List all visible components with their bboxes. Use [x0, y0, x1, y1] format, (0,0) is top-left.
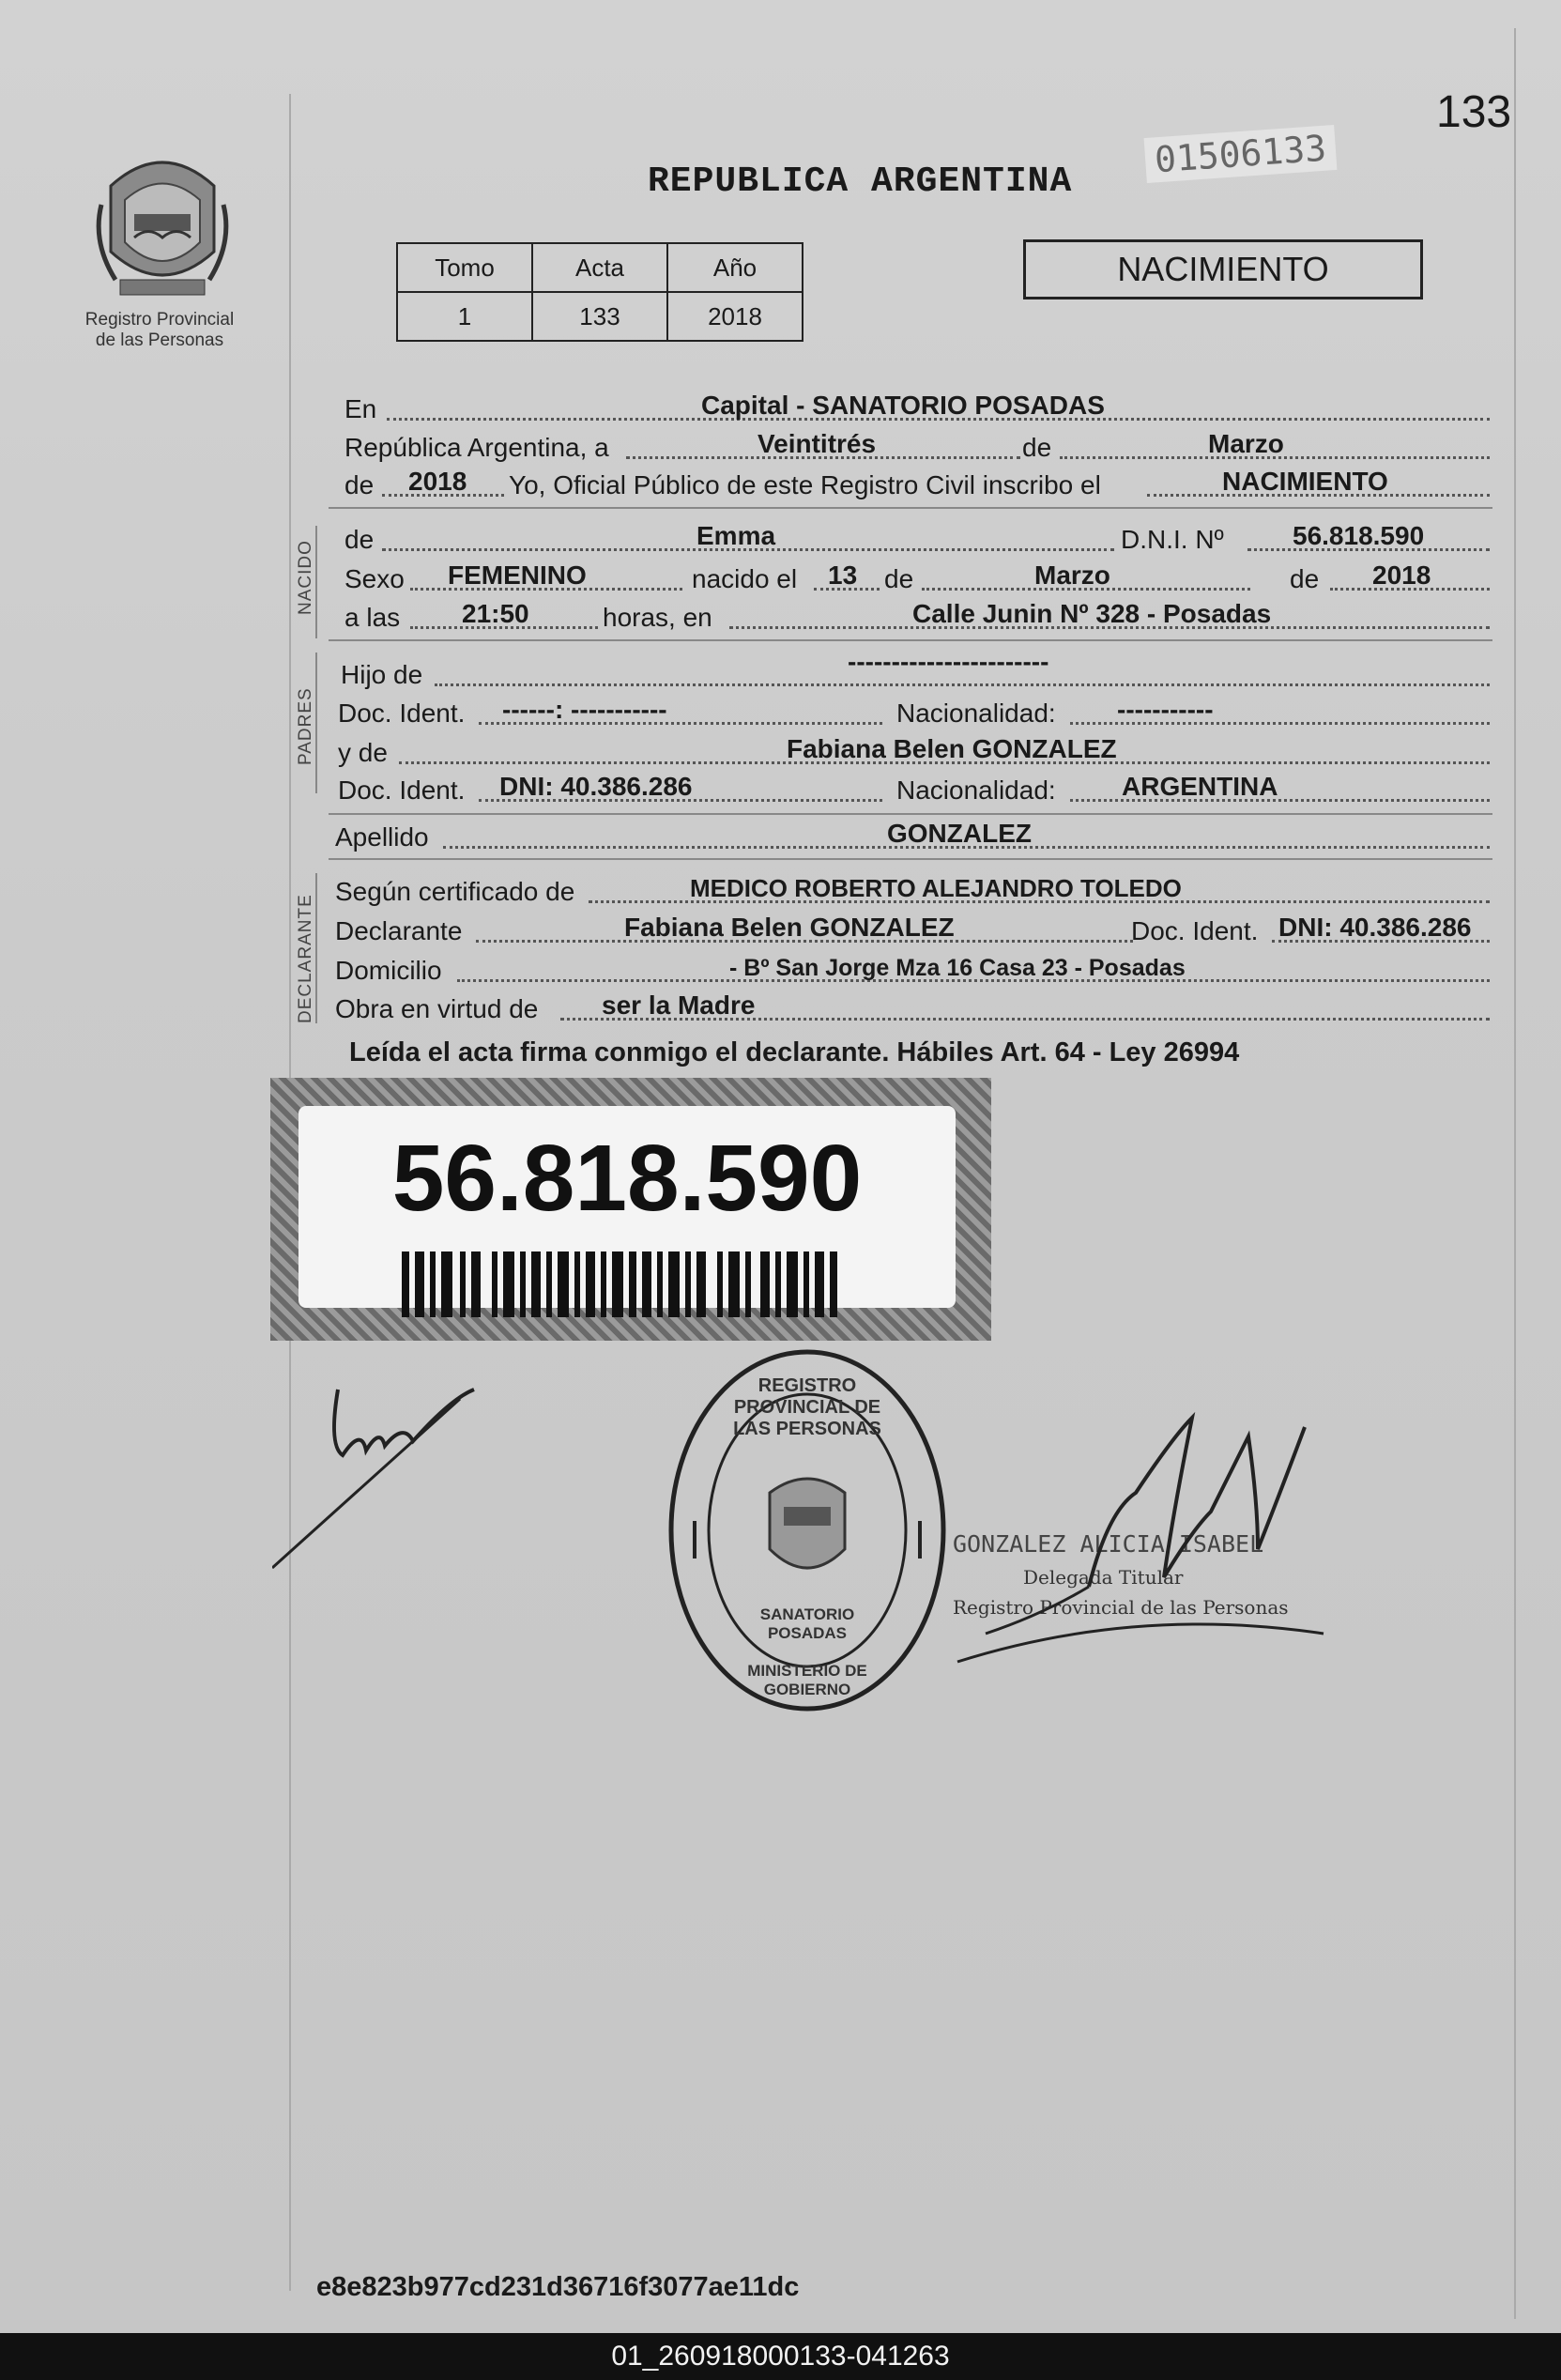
label-oficial: Yo, Oficial Público de este Registro Civil inscribo el — [509, 470, 1101, 499]
label-nacionalidad: Nacionalidad: — [896, 699, 1056, 728]
value-father: ----------------------- — [848, 647, 1049, 676]
label-declarante: Declarante — [335, 916, 463, 945]
office-line-2: de las Personas — [95, 330, 224, 350]
value-birth-month: Marzo — [1034, 560, 1110, 590]
label-de: de — [1022, 433, 1052, 462]
field-row-mother-doc — [338, 770, 1490, 807]
label-doc-ident-2: Doc. Ident. — [338, 775, 466, 805]
label-alas: a las — [344, 603, 401, 632]
province-coat-of-arms-icon — [92, 148, 233, 303]
label-de-month: de — [884, 564, 914, 593]
field-row-declarant — [335, 911, 1490, 948]
value-mother-nationality: ARGENTINA — [1122, 772, 1278, 801]
section-divider — [329, 507, 1492, 509]
official-title: Delegada Titular — [1023, 1566, 1184, 1589]
label-horas: horas, en — [603, 603, 712, 632]
value-mother: Fabiana Belen GONZALEZ — [787, 734, 1117, 763]
field-row-father — [341, 647, 1490, 692]
value-sex: FEMENINO — [448, 560, 587, 590]
value-birth-place: Calle Junin Nº 328 - Posadas — [912, 599, 1272, 628]
label-nacido: nacido el — [692, 564, 798, 593]
value-month: Marzo — [1208, 429, 1284, 458]
official-office: Registro Provincial de las Personas — [953, 1596, 1289, 1619]
value-first-name: Emma — [696, 521, 776, 550]
value-declarant-doc: DNI: 40.386.286 — [1278, 913, 1472, 942]
seal-inner-text: SANATORIO POSADAS — [759, 1605, 855, 1642]
dni-sticker-panel — [298, 1106, 956, 1308]
field-row-time — [344, 597, 1490, 635]
value-acta: 133 — [532, 292, 667, 341]
document-hash: e8e823b977cd231d36716f3077ae11dc — [316, 2272, 800, 2302]
value-birth-day: 13 — [828, 560, 858, 590]
field-row-surname — [335, 817, 1490, 854]
value-place: Capital - SANATORIO POSADAS — [701, 391, 1105, 420]
declarant-signature-icon — [272, 1371, 497, 1577]
dni-sticker — [270, 1078, 991, 1341]
seal-bottom-text: MINISTERIO DE GOBIERNO — [747, 1662, 867, 1698]
page-number: 133 — [1436, 87, 1512, 137]
value-father-doc: ------: ----------- — [502, 695, 667, 724]
section-label-nacido: NACIDO — [296, 540, 315, 615]
field-row-address — [335, 950, 1490, 988]
footer-code: 01_260918000133-041263 — [0, 2333, 1561, 2380]
value-declarant: Fabiana Belen GONZALEZ — [624, 913, 955, 942]
value-tomo: 1 — [397, 292, 532, 341]
field-row-official — [344, 465, 1490, 502]
section-label-declarante: DECLARANTE — [296, 894, 315, 1023]
label-segun: Según certificado de — [335, 877, 575, 906]
registry-office-caption — [66, 310, 253, 351]
value-father-nationality: ----------- — [1117, 695, 1214, 724]
label-de-name: de — [344, 525, 375, 554]
value-day: Veintitrés — [758, 429, 877, 458]
value-year: 2018 — [408, 467, 467, 496]
label-obra: Obra en virtud de — [335, 994, 539, 1023]
field-row-father-doc — [338, 693, 1490, 730]
official-signature-icon — [948, 1399, 1342, 1671]
label-decl-doc: Doc. Ident. — [1131, 916, 1259, 945]
label-de-year: de — [1290, 564, 1320, 593]
header-anio: Año — [667, 243, 803, 292]
value-surname: GONZALEZ — [887, 819, 1032, 848]
label-hijo: Hijo de — [341, 660, 423, 689]
field-row-sex — [344, 559, 1490, 596]
header-tomo: Tomo — [397, 243, 532, 292]
serial-stamp: 01506133 — [1144, 125, 1338, 183]
header-acta: Acta — [532, 243, 667, 292]
value-capacity: ser la Madre — [602, 990, 756, 1020]
section-divider — [329, 813, 1492, 815]
field-row-capacity — [335, 989, 1490, 1026]
label-domicilio: Domicilio — [335, 956, 442, 985]
section-label-padres: PADRES — [296, 687, 315, 765]
label-dni: D.N.I. Nº — [1121, 525, 1224, 554]
label-doc-ident: Doc. Ident. — [338, 699, 466, 728]
closing-statement: Leída el acta firma conmigo el declarante. Hábiles Art. 64 - Ley 26994 — [349, 1037, 1240, 1067]
reference-table — [396, 242, 803, 342]
value-act: NACIMIENTO — [1222, 467, 1388, 496]
label-republica: República Argentina, a — [344, 433, 609, 462]
seal-outer-text: REGISTRO PROVINCIAL DE LAS PERSONAS — [733, 1375, 881, 1439]
field-row-certificate — [335, 871, 1490, 909]
right-margin-line — [1514, 28, 1516, 2319]
section-divider — [329, 639, 1492, 641]
value-address: - Bº San Jorge Mza 16 Casa 23 - Posadas — [729, 955, 1186, 981]
field-row-date — [344, 427, 1490, 465]
official-name: GONZALEZ ALICIA ISABEL — [953, 1530, 1264, 1558]
section-bar-declarante — [315, 873, 317, 1023]
barcode-icon — [402, 1251, 852, 1317]
label-apellido: Apellido — [335, 822, 429, 852]
value-certificate: MEDICO ROBERTO ALEJANDRO TOLEDO — [690, 874, 1182, 902]
country-title: REPUBLICA ARGENTINA — [648, 161, 1073, 202]
section-divider — [329, 858, 1492, 860]
act-type-box: NACIMIENTO — [1023, 239, 1423, 299]
value-mother-doc: DNI: 40.386.286 — [499, 772, 693, 801]
value-time: 21:50 — [462, 599, 529, 628]
value-anio: 2018 — [667, 292, 803, 341]
label-de-year: de — [344, 470, 375, 499]
label-sexo: Sexo — [344, 564, 405, 593]
field-row-en — [344, 389, 1490, 426]
value-dni: 56.818.590 — [1293, 521, 1425, 550]
office-line-1: Registro Provincial — [84, 310, 235, 330]
section-bar-nacido — [315, 526, 317, 638]
field-row-mother — [338, 732, 1490, 770]
field-row-name — [344, 519, 1490, 557]
section-bar-padres — [315, 653, 317, 793]
dni-sticker-number: 56.818.590 — [391, 1126, 863, 1231]
value-birth-year: 2018 — [1372, 560, 1431, 590]
label-en: En — [344, 394, 377, 423]
label-yde: y de — [338, 738, 388, 767]
label-nacionalidad-2: Nacionalidad: — [896, 775, 1056, 805]
